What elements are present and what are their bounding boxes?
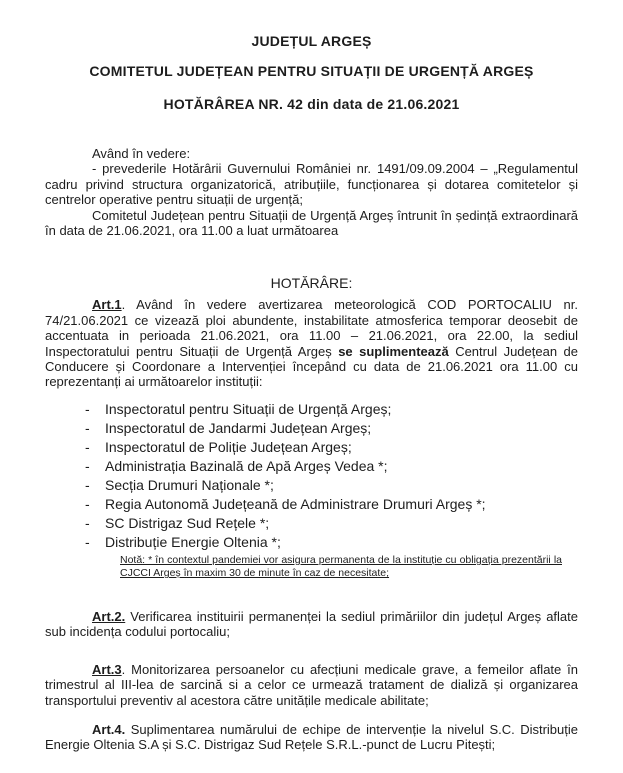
institution-item: - Regia Autonomă Județeană de Administrare Drumuri Argeș *; bbox=[85, 495, 578, 514]
preamble-closing: Comitetul Județean pentru Situații de Urgență Argeș întrunit în ședință extraordinară în data de 21.06.2021, ora 11.00 a luat următoarea bbox=[45, 207, 578, 239]
footnote-pandemic: Notă: * în contextul pandemiei vor asigura permanenta de la instituție cu obligația prezentării la CJCCI Argeș în maxim 30 de minute în caz de necesitate; bbox=[120, 553, 562, 580]
article-3-text: . Monitorizarea persoanelor cu afecțiuni medicale grave, a femeilor aflate în trimestrul al III-lea de sarcină si a celor ce urmează tratament de dializă și organizarea transportului preventiv al acestora către unitățile medicale abilitate; bbox=[45, 661, 578, 708]
article-4-text: Suplimentarea numărului de echipe de intervenție la nivelul S.C. Distribuție Energie Oltenia S.A și S.C. Distrigaz Sud Rețele S.R.L.-punct de Lucru Pitești; bbox=[45, 721, 578, 753]
article-2 bbox=[45, 609, 578, 640]
article-2-label: Art.2. bbox=[92, 608, 126, 624]
article-2-text: Verificarea instituirii permanenței la sediul primăriilor din județul Argeș aflate sub incidența codului portocaliu; bbox=[45, 608, 578, 640]
article-3 bbox=[45, 662, 578, 708]
article-3-paragraph bbox=[45, 662, 578, 708]
article-4-paragraph bbox=[45, 722, 578, 753]
decision-number-title: HOTĂRÂREA NR. 42 din data de 21.06.2021 bbox=[163, 96, 460, 112]
decision-heading: HOTĂRÂRE: bbox=[270, 275, 353, 292]
article-4 bbox=[45, 722, 578, 753]
institution-item: - Inspectoratul de Jandarmi Județean Argeș; bbox=[85, 419, 578, 438]
article-1-text-after: Centrul Județean de Conducere și Coordonare a Intervenției începând cu data de 21.06.2021 ora 11.00 cu reprezentanți ai următoarelor instituții: bbox=[45, 343, 578, 390]
document-header bbox=[45, 33, 578, 112]
county-title: JUDEȚUL ARGEȘ bbox=[251, 33, 372, 49]
article-1-label-separator: . bbox=[121, 297, 137, 313]
article-1-bold-phrase: se suplimentează bbox=[338, 343, 449, 359]
article-4-label: Art.4. bbox=[92, 721, 126, 737]
institution-item: - Inspectoratul pentru Situații de Urgență Argeș; bbox=[85, 400, 578, 419]
article-1-text-before: Având în vedere avertizarea meteorologică COD PORTOCALIU nr. 74/21.06.2021 ce vizează ploi abundente, instabilitate atmosferica temporar deosebit de accentuata in perioada 21.06.2021, ora 11.00 – 21.06.2021, ora 22.00, la sediul Inspectoratului pentru Situații de Urgență Argeș bbox=[45, 297, 578, 359]
institution-item: - Distribuție Energie Oltenia *; bbox=[85, 533, 578, 552]
article-1 bbox=[45, 297, 578, 580]
article-1-paragraph bbox=[45, 297, 578, 389]
preamble-section bbox=[45, 146, 578, 238]
institution-item: - Administrația Bazinală de Apă Argeș Vedea *; bbox=[85, 457, 578, 476]
article-2-paragraph bbox=[45, 609, 578, 640]
article-3-label: Art.3 bbox=[92, 661, 122, 677]
article-1-label: Art.1 bbox=[92, 297, 122, 313]
preamble-legal-basis: - prevederile Hotărârii Guvernului României nr. 1491/09.09.2004 – „Regulamentul cadru privind structura organizatorică, atribuțiile, funcționarea și dotarea comitetelor și centrelor operative pentru situații de urgență; bbox=[45, 161, 578, 208]
institution-item: - Secția Drumuri Naționale *; bbox=[85, 476, 578, 495]
preamble-intro: Având în vedere: bbox=[92, 146, 191, 161]
institution-item: - Inspectoratul de Poliție Județean Argeș; bbox=[85, 438, 578, 457]
committee-title: COMITETUL JUDEȚEAN PENTRU SITUAȚII DE URGENȚĂ ARGEȘ bbox=[89, 63, 534, 79]
institution-item: - SC Distrigaz Sud Rețele *; bbox=[85, 514, 578, 533]
institutions-list bbox=[45, 400, 578, 552]
